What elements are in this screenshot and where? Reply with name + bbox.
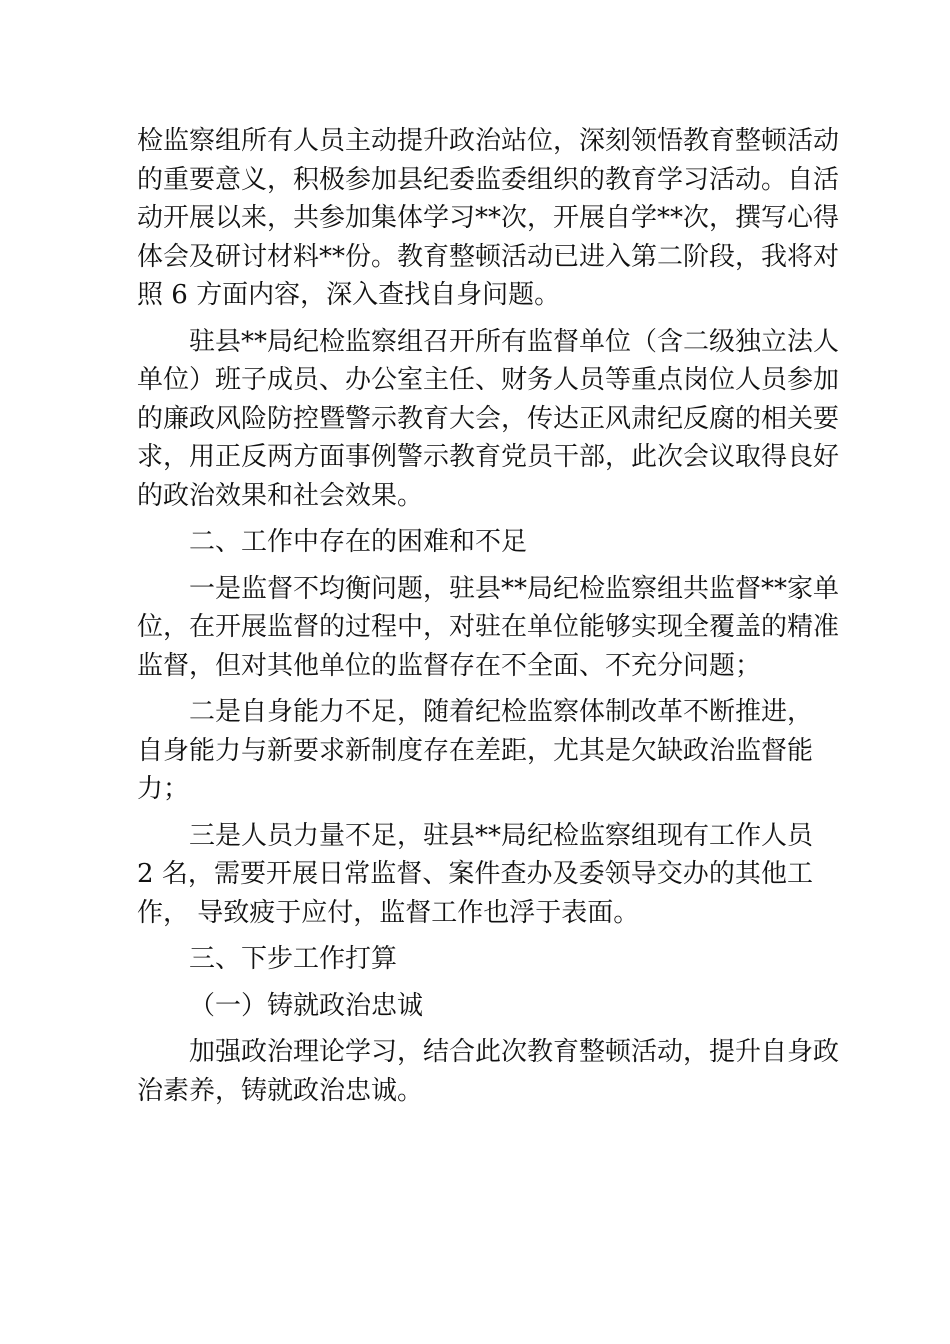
subsection-heading-loyalty [137,987,813,1026]
text-line: 三是人员力量不足，驻县**局纪检监察组现有工作人员 [189,820,814,851]
paragraph-issue-two [137,693,813,809]
text-line: 加强政治理论学习，结合此次教育整顿活动，提升自身政 [189,1037,840,1067]
paragraph-political-study [137,1033,840,1110]
paragraph-warning-education [137,323,840,516]
text-line: 位，在开展监督的过程中，对驻在单位能够实现全覆盖的精准 [137,612,840,642]
text-line: 自身能力与新要求新制度存在差距，尤其是欠缺政治监督能 [137,735,814,766]
heading-text: 二、工作中存在的困难和不足 [189,527,528,557]
paragraph-issue-one [137,570,840,686]
section-heading-next-steps [137,940,813,979]
text-line: 力； [137,774,190,804]
text-line: 求，用正反两方面事例警示教育党员干部，此次会议取得良好 [137,442,840,472]
text-line: 2 名，需要开展日常监督、案件查办及委领导交办的其他工 [137,859,813,889]
paragraph-issue-three [137,817,813,933]
text-line: 动开展以来，共参加集体学习**次，开展自学**次，撰写心得 [137,203,840,233]
text-line: 检监察组所有人员主动提升政治站位，深刻领悟教育整顿活动 [137,126,840,156]
paragraph-continuation [137,122,840,315]
text-line: 监督，但对其他单位的监督存在不全面、不充分问题； [137,650,762,681]
subheading-text: （一）铸就政治忠诚 [189,990,424,1021]
document-body [137,122,840,1110]
section-heading-difficulties [137,523,813,562]
text-line: 作， 导致疲于应付，监督工作也浮于表面。 [137,897,640,928]
heading-text: 三、下步工作打算 [189,944,398,974]
text-line: 二是自身能力不足，随着纪检监察体制改革不断推进， [189,697,814,727]
text-line: 照 6 方面内容，深入查找自身问题。 [137,280,561,310]
text-line: 一是监督不均衡问题，驻县**局纪检监察组共监督**家单 [189,573,840,604]
text-line: 的廉政风险防控暨警示教育大会，传达正风肃纪反腐的相关要 [137,403,840,434]
text-line: 体会及研讨材料**份。教育整顿活动已进入第二阶段，我将对 [137,241,840,272]
text-line: 单位）班子成员、办公室主任、财务人员等重点岗位人员参加 [137,365,840,395]
text-line: 的重要意义，积极参加县纪委监委组织的教育学习活动。自活 [137,164,840,195]
text-line: 的政治效果和社会效果。 [137,480,424,511]
text-line: 驻县**局纪检监察组召开所有监督单位（含二级独立法人 [189,326,840,357]
text-line: 治素养，铸就政治忠诚。 [137,1075,424,1106]
